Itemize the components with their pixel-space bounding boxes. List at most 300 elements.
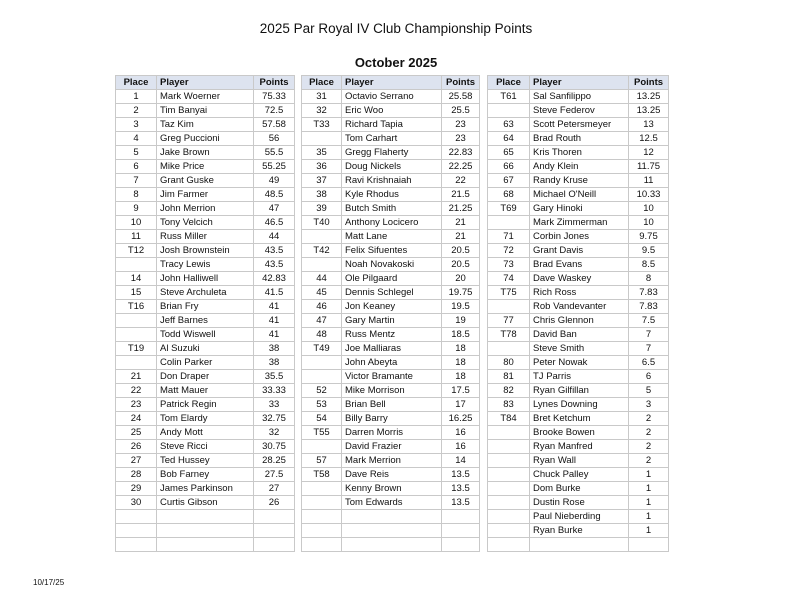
player-cell: Gary Martin: [342, 314, 442, 328]
table-row: [302, 90, 480, 104]
place-cell: 7: [116, 174, 157, 188]
player-cell: Tony Velcich: [157, 216, 254, 230]
points-cell: 38: [254, 356, 295, 370]
points-cell: 23: [442, 118, 480, 132]
player-cell: Tracy Lewis: [157, 258, 254, 272]
place-cell: 53: [302, 398, 342, 412]
place-cell: 66: [488, 160, 530, 174]
table-row: [116, 314, 295, 328]
points-cell: 43.5: [254, 244, 295, 258]
place-cell: [116, 356, 157, 370]
place-cell: 9: [116, 202, 157, 216]
place-cell: 27: [116, 454, 157, 468]
table-row: [116, 216, 295, 230]
points-cell: 18: [442, 356, 480, 370]
player-cell: Andy Mott: [157, 426, 254, 440]
player-cell: Mark Zimmerman: [530, 216, 629, 230]
player-cell: Jeff Barnes: [157, 314, 254, 328]
player-cell: Ryan Gilfillan: [530, 384, 629, 398]
place-cell: T12: [116, 244, 157, 258]
table-row: [302, 412, 480, 426]
player-cell: Steve Ricci: [157, 440, 254, 454]
player-cell: Russ Mentz: [342, 328, 442, 342]
table-row: [302, 258, 480, 272]
table-row: [116, 90, 295, 104]
points-cell: 32: [254, 426, 295, 440]
place-cell: T69: [488, 202, 530, 216]
place-cell: [488, 454, 530, 468]
place-header: Place: [302, 76, 342, 90]
table-row: [116, 356, 295, 370]
place-cell: 35: [302, 146, 342, 160]
points-cell: 41: [254, 328, 295, 342]
table-row: [116, 482, 295, 496]
player-cell: Josh Brownstein: [157, 244, 254, 258]
player-cell: Tim Banyai: [157, 104, 254, 118]
table-row: [488, 258, 669, 272]
place-cell: 73: [488, 258, 530, 272]
points-cell: 7.83: [629, 286, 669, 300]
points-cell: 72.5: [254, 104, 295, 118]
points-cell: 23: [442, 132, 480, 146]
player-cell: Tom Carhart: [342, 132, 442, 146]
points-cell: 55.25: [254, 160, 295, 174]
empty-row: [302, 538, 480, 552]
table-row: [116, 188, 295, 202]
place-cell: 22: [116, 384, 157, 398]
place-cell: [488, 104, 530, 118]
player-cell: Kris Thoren: [530, 146, 629, 160]
table-row: [488, 454, 669, 468]
player-cell: Greg Puccioni: [157, 132, 254, 146]
place-cell: 14: [116, 272, 157, 286]
points-cell: 47: [254, 202, 295, 216]
place-cell: 1: [116, 90, 157, 104]
player-cell: Eric Woo: [342, 104, 442, 118]
points-cell: 19.75: [442, 286, 480, 300]
player-cell: [157, 524, 254, 538]
table-row: [302, 244, 480, 258]
points-cell: 5: [629, 384, 669, 398]
place-cell: 24: [116, 412, 157, 426]
table-row: [488, 216, 669, 230]
empty-row: [116, 538, 295, 552]
table-row: [116, 426, 295, 440]
empty-row: [116, 510, 295, 524]
player-cell: Tom Elardy: [157, 412, 254, 426]
table-row: [302, 216, 480, 230]
player-cell: Kyle Rhodus: [342, 188, 442, 202]
place-cell: T42: [302, 244, 342, 258]
points-cell: 17: [442, 398, 480, 412]
empty-row: [302, 510, 480, 524]
points-cell: 41: [254, 300, 295, 314]
table-row: [488, 328, 669, 342]
points-cell: 16.25: [442, 412, 480, 426]
place-cell: 48: [302, 328, 342, 342]
table-row: [488, 314, 669, 328]
month-subtitle: October 2025: [354, 55, 438, 70]
points-cell: 3: [629, 398, 669, 412]
standings-table-1: [115, 75, 295, 552]
place-cell: 28: [116, 468, 157, 482]
player-cell: Jim Farmer: [157, 188, 254, 202]
player-cell: Chris Glennon: [530, 314, 629, 328]
place-cell: [488, 216, 530, 230]
points-cell: 28.25: [254, 454, 295, 468]
points-cell: 1: [629, 510, 669, 524]
place-cell: T40: [302, 216, 342, 230]
place-cell: 30: [116, 496, 157, 510]
player-cell: Mark Woerner: [157, 90, 254, 104]
points-cell: 56: [254, 132, 295, 146]
player-cell: Kenny Brown: [342, 482, 442, 496]
table-row: [302, 314, 480, 328]
points-header: Points: [442, 76, 480, 90]
points-cell: 12: [629, 146, 669, 160]
place-cell: 54: [302, 412, 342, 426]
place-cell: 2: [116, 104, 157, 118]
place-cell: 5: [116, 146, 157, 160]
table-row: [116, 440, 295, 454]
place-cell: T49: [302, 342, 342, 356]
place-cell: [302, 482, 342, 496]
place-cell: T84: [488, 412, 530, 426]
points-cell: 10: [629, 216, 669, 230]
player-cell: David Frazier: [342, 440, 442, 454]
player-cell: Brooke Bowen: [530, 426, 629, 440]
player-cell: Matt Mauer: [157, 384, 254, 398]
points-cell: 2: [629, 412, 669, 426]
place-cell: 31: [302, 90, 342, 104]
empty-row: [488, 538, 669, 552]
points-cell: 25.5: [442, 104, 480, 118]
table-row: [116, 468, 295, 482]
player-cell: Grant Guske: [157, 174, 254, 188]
points-cell: 33: [254, 398, 295, 412]
table-row: [302, 146, 480, 160]
place-cell: 80: [488, 356, 530, 370]
points-cell: [442, 510, 480, 524]
player-cell: Michael O'Neill: [530, 188, 629, 202]
points-cell: 13.5: [442, 468, 480, 482]
points-cell: 8: [629, 272, 669, 286]
empty-row: [302, 524, 480, 538]
place-cell: [116, 510, 157, 524]
table-row: [488, 286, 669, 300]
player-cell: Gary Hinoki: [530, 202, 629, 216]
points-cell: 9.5: [629, 244, 669, 258]
points-cell: [442, 538, 480, 552]
player-cell: [157, 510, 254, 524]
points-cell: 21: [442, 230, 480, 244]
table-row: [116, 174, 295, 188]
player-cell: Ravi Krishnaiah: [342, 174, 442, 188]
player-cell: Al Suzuki: [157, 342, 254, 356]
player-cell: Rich Ross: [530, 286, 629, 300]
table-row: [302, 132, 480, 146]
table-row: [302, 468, 480, 482]
points-cell: 7: [629, 342, 669, 356]
player-cell: Dustin Rose: [530, 496, 629, 510]
place-cell: [488, 342, 530, 356]
player-cell: Sal Sanfilippo: [530, 90, 629, 104]
points-header: Points: [629, 76, 669, 90]
player-cell: Ryan Manfred: [530, 440, 629, 454]
player-header: Player: [530, 76, 629, 90]
player-cell: Colin Parker: [157, 356, 254, 370]
place-cell: [302, 524, 342, 538]
points-cell: 18: [442, 342, 480, 356]
table-row: [488, 426, 669, 440]
place-cell: 63: [488, 118, 530, 132]
place-cell: [488, 510, 530, 524]
place-cell: 38: [302, 188, 342, 202]
player-cell: Chuck Palley: [530, 468, 629, 482]
place-cell: T78: [488, 328, 530, 342]
place-cell: [302, 538, 342, 552]
place-cell: 23: [116, 398, 157, 412]
player-cell: Patrick Regin: [157, 398, 254, 412]
table-row: [302, 398, 480, 412]
player-cell: Russ Miller: [157, 230, 254, 244]
standings-table-2: [301, 75, 480, 552]
table-row: [488, 398, 669, 412]
place-cell: [302, 496, 342, 510]
table-row: [488, 482, 669, 496]
place-cell: 74: [488, 272, 530, 286]
table-row: [302, 384, 480, 398]
points-cell: 30.75: [254, 440, 295, 454]
table-row: [488, 356, 669, 370]
points-cell: 1: [629, 482, 669, 496]
points-cell: 18: [442, 370, 480, 384]
points-cell: 26: [254, 496, 295, 510]
points-cell: 57.58: [254, 118, 295, 132]
table-row: [116, 258, 295, 272]
place-cell: 10: [116, 216, 157, 230]
place-cell: [302, 510, 342, 524]
place-cell: 11: [116, 230, 157, 244]
player-cell: Mike Morrison: [342, 384, 442, 398]
place-cell: 68: [488, 188, 530, 202]
place-cell: 44: [302, 272, 342, 286]
points-cell: 41.5: [254, 286, 295, 300]
player-cell: Tom Edwards: [342, 496, 442, 510]
player-cell: Todd Wiswell: [157, 328, 254, 342]
table-row: [302, 272, 480, 286]
table-row: [488, 146, 669, 160]
table-row: [116, 286, 295, 300]
player-cell: Noah Novakoski: [342, 258, 442, 272]
table-row: [116, 328, 295, 342]
player-cell: Gregg Flaherty: [342, 146, 442, 160]
place-cell: T61: [488, 90, 530, 104]
place-cell: [302, 440, 342, 454]
table-row: [116, 146, 295, 160]
player-cell: Grant Davis: [530, 244, 629, 258]
points-cell: 10: [629, 202, 669, 216]
points-cell: 14: [442, 454, 480, 468]
place-cell: T33: [302, 118, 342, 132]
player-cell: Dom Burke: [530, 482, 629, 496]
player-cell: James Parkinson: [157, 482, 254, 496]
place-cell: 8: [116, 188, 157, 202]
table-row: [488, 160, 669, 174]
place-cell: 82: [488, 384, 530, 398]
points-cell: 33.33: [254, 384, 295, 398]
player-cell: Darren Morris: [342, 426, 442, 440]
player-cell: Bret Ketchum: [530, 412, 629, 426]
player-cell: Mark Merrion: [342, 454, 442, 468]
place-cell: [488, 496, 530, 510]
points-cell: 27.5: [254, 468, 295, 482]
place-cell: 3: [116, 118, 157, 132]
table-row: [488, 468, 669, 482]
points-cell: [442, 524, 480, 538]
place-cell: [302, 230, 342, 244]
place-cell: [302, 370, 342, 384]
place-header: Place: [488, 76, 530, 90]
player-cell: Steve Archuleta: [157, 286, 254, 300]
player-cell: Brad Routh: [530, 132, 629, 146]
points-cell: 7.83: [629, 300, 669, 314]
table-row: [488, 510, 669, 524]
points-cell: 38: [254, 342, 295, 356]
place-cell: 77: [488, 314, 530, 328]
player-cell: Paul Nieberding: [530, 510, 629, 524]
points-cell: 2: [629, 426, 669, 440]
table-row: [116, 132, 295, 146]
player-cell: Brian Fry: [157, 300, 254, 314]
place-cell: 36: [302, 160, 342, 174]
place-cell: T16: [116, 300, 157, 314]
table-row: [488, 524, 669, 538]
points-cell: 6.5: [629, 356, 669, 370]
player-cell: Don Draper: [157, 370, 254, 384]
player-cell: Curtis Gibson: [157, 496, 254, 510]
points-cell: 41: [254, 314, 295, 328]
place-cell: 32: [302, 104, 342, 118]
place-cell: 6: [116, 160, 157, 174]
place-cell: 67: [488, 174, 530, 188]
place-cell: 47: [302, 314, 342, 328]
player-cell: Brian Bell: [342, 398, 442, 412]
player-cell: Taz Kim: [157, 118, 254, 132]
table-row: [302, 440, 480, 454]
points-cell: 49: [254, 174, 295, 188]
place-cell: [116, 314, 157, 328]
table-row: [116, 398, 295, 412]
place-cell: 64: [488, 132, 530, 146]
place-cell: [488, 426, 530, 440]
table-row: [302, 230, 480, 244]
player-cell: Ole Pilgaard: [342, 272, 442, 286]
points-cell: 22: [442, 174, 480, 188]
player-cell: Doug Nickels: [342, 160, 442, 174]
player-cell: Butch Smith: [342, 202, 442, 216]
points-cell: 13.25: [629, 90, 669, 104]
player-cell: [342, 510, 442, 524]
table-row: [302, 286, 480, 300]
points-cell: 11: [629, 174, 669, 188]
points-cell: 55.5: [254, 146, 295, 160]
place-cell: [488, 300, 530, 314]
table-row: [488, 300, 669, 314]
points-cell: 10.33: [629, 188, 669, 202]
player-cell: Jake Brown: [157, 146, 254, 160]
points-cell: 2: [629, 454, 669, 468]
table-row: [488, 230, 669, 244]
points-cell: 1: [629, 468, 669, 482]
player-cell: Bob Farney: [157, 468, 254, 482]
player-cell: Lynes Downing: [530, 398, 629, 412]
table-row: [116, 342, 295, 356]
player-cell: Scott Petersmeyer: [530, 118, 629, 132]
player-cell: Rob Vandevanter: [530, 300, 629, 314]
place-cell: T58: [302, 468, 342, 482]
place-cell: 29: [116, 482, 157, 496]
place-cell: 21: [116, 370, 157, 384]
place-cell: [488, 468, 530, 482]
points-cell: 21: [442, 216, 480, 230]
place-cell: 25: [116, 426, 157, 440]
place-cell: 71: [488, 230, 530, 244]
table-row: [488, 188, 669, 202]
table-row: [116, 300, 295, 314]
player-cell: Ted Hussey: [157, 454, 254, 468]
place-cell: [116, 524, 157, 538]
player-cell: [342, 538, 442, 552]
table-row: [302, 188, 480, 202]
points-cell: 20: [442, 272, 480, 286]
points-cell: 43.5: [254, 258, 295, 272]
table-row: [488, 244, 669, 258]
points-cell: 13.25: [629, 104, 669, 118]
player-cell: Billy Barry: [342, 412, 442, 426]
place-cell: 37: [302, 174, 342, 188]
place-cell: 72: [488, 244, 530, 258]
table-row: [488, 202, 669, 216]
player-cell: John Abeyta: [342, 356, 442, 370]
player-cell: [530, 538, 629, 552]
points-cell: 13: [629, 118, 669, 132]
points-cell: 19: [442, 314, 480, 328]
table-row: [488, 132, 669, 146]
table-row: [302, 496, 480, 510]
player-cell: [157, 538, 254, 552]
player-cell: David Ban: [530, 328, 629, 342]
table-row: [302, 118, 480, 132]
table-row: [116, 384, 295, 398]
player-cell: [342, 524, 442, 538]
points-cell: [254, 524, 295, 538]
table-row: [302, 174, 480, 188]
player-cell: Anthony Locicero: [342, 216, 442, 230]
points-cell: 1: [629, 524, 669, 538]
points-cell: 35.5: [254, 370, 295, 384]
place-cell: T75: [488, 286, 530, 300]
table-row: [488, 384, 669, 398]
place-cell: 45: [302, 286, 342, 300]
place-cell: [302, 258, 342, 272]
points-cell: 75.33: [254, 90, 295, 104]
table-row: [488, 272, 669, 286]
table-row: [302, 482, 480, 496]
place-cell: 83: [488, 398, 530, 412]
place-cell: [116, 258, 157, 272]
points-cell: 18.5: [442, 328, 480, 342]
